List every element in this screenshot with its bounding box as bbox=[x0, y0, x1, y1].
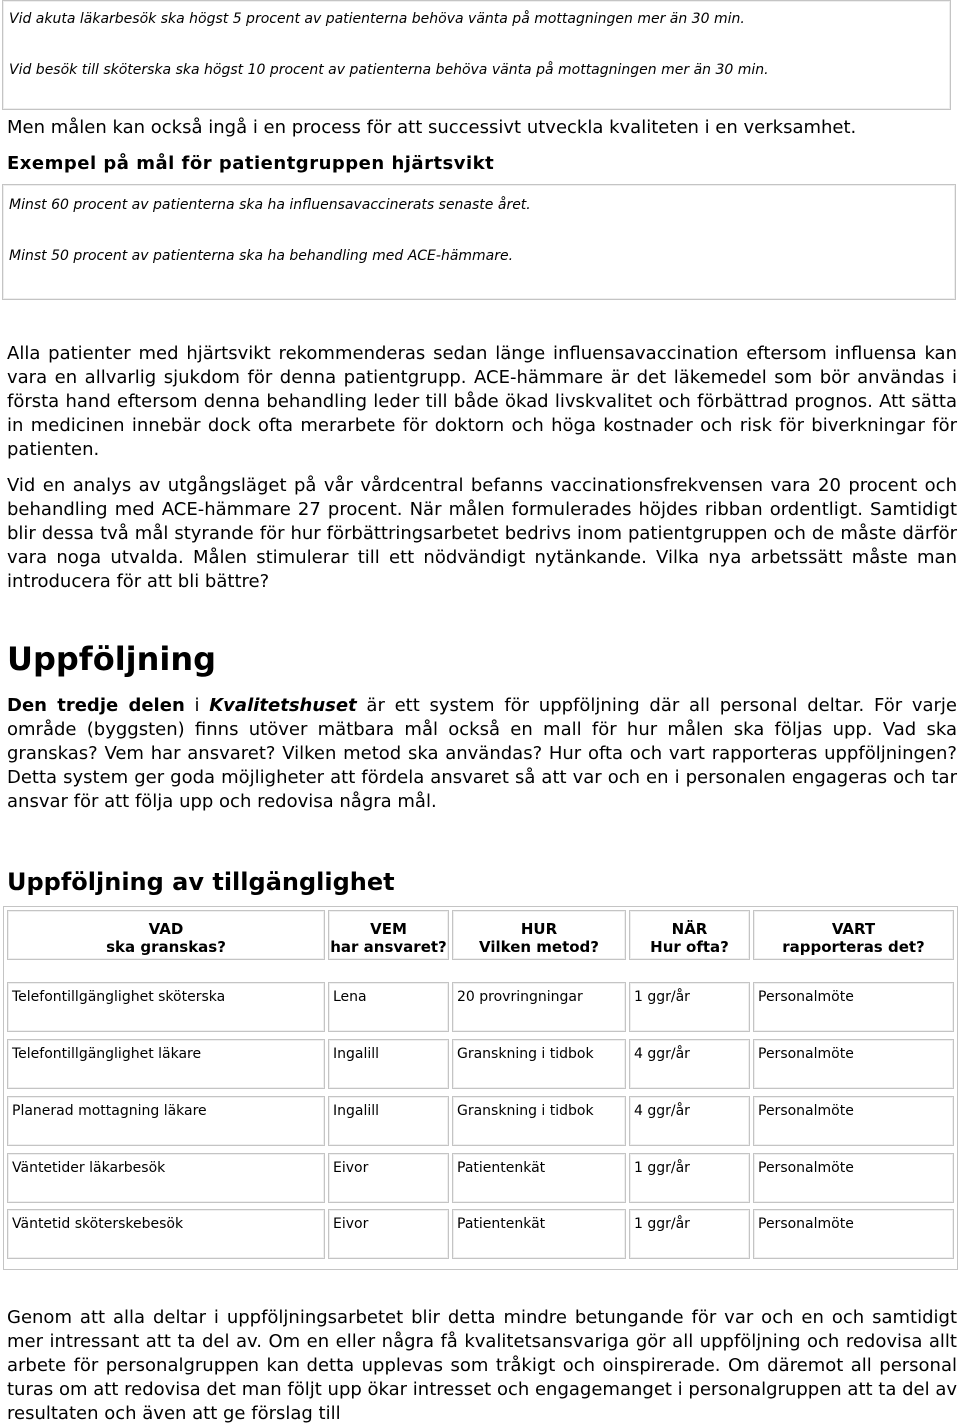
table-cell: 4 ggr/år bbox=[629, 1039, 750, 1089]
paragraph-rationale: Alla patienter med hjärtsvikt rekommenderas sedan länge influensavaccination eftersom influensa kan vara en allvarlig sjukdom för denna patientgrupp. ACE-hämmare är det läkemedel som bör användas i första hand eftersom denna behandling leder till både ökad livskvalitet och förbättrad prognos. Att sätta in medicinen innebär dock ofta merarbete för doktorn och höga kostnader och risk för biverkningar för patienten. bbox=[7, 343, 957, 460]
header-bottom: Hur ofta? bbox=[650, 938, 729, 956]
table-cell: Väntetider läkarbesök bbox=[7, 1153, 325, 1203]
waiting-time-goals-box bbox=[2, 0, 951, 110]
lead-mid: i bbox=[184, 695, 210, 716]
table-cell: Telefontillgänglighet sköterska bbox=[7, 982, 325, 1032]
table-cell: Eivor bbox=[328, 1209, 449, 1259]
table-cell: 20 provringningar bbox=[452, 982, 626, 1032]
table-cell: Lena bbox=[328, 982, 449, 1032]
lead-rest: är ett system för uppföljning där all personal deltar. För varje område (byggsten) finns utöver mätbara mål också en mall för hur målen ska följas upp. Vad ska granskas? Vem har ansvaret? Vilken metod ska användas? Hur ofta och vart rapporteras uppföljningen? Detta system ger goda möjligheter att fördela ansvaret så att var och en i personalen engageras och tar ansvar för att följa upp och redovisa några mål. bbox=[7, 695, 958, 812]
table-cell: Personalmöte bbox=[753, 1209, 954, 1259]
heart-failure-goals-box bbox=[2, 184, 956, 300]
intro-line: Men målen kan också ingå i en process för att successivt utveckla kvaliteten i en verksamhet. bbox=[7, 117, 857, 138]
table-cell: Ingalill bbox=[328, 1096, 449, 1146]
table-cell: Patientenkät bbox=[452, 1209, 626, 1259]
table-cell: Personalmöte bbox=[753, 1096, 954, 1146]
table-header-where bbox=[753, 910, 954, 960]
table-cell: Eivor bbox=[328, 1153, 449, 1203]
follow-up-table bbox=[3, 906, 958, 1270]
table-cell: Personalmöte bbox=[753, 1153, 954, 1203]
lead-brand: Kvalitetshuset bbox=[209, 695, 357, 716]
header-bottom: Vilken metod? bbox=[479, 938, 599, 956]
header-top: VART bbox=[831, 920, 876, 938]
goal-vaccination: Minst 60 procent av patienterna ska ha influensavaccinerats senaste året. bbox=[9, 197, 531, 213]
goal-ace-inhibitor: Minst 50 procent av patienterna ska ha behandling med ACE-hämmare. bbox=[9, 248, 514, 264]
header-top: HUR bbox=[520, 920, 558, 938]
table-header-how bbox=[452, 910, 626, 960]
table-cell: 1 ggr/år bbox=[629, 1209, 750, 1259]
header-bottom: ska granskas? bbox=[106, 938, 226, 956]
paragraph-participation: Genom att alla deltar i uppföljningsarbetet blir detta mindre betungande för var och en och samtidigt mer intressant att ta del av. Om en eller några få kvalitetsansvariga gör all uppföljning och redovisa allt arbete för personalgruppen kan detta upplevas som tråkigt och oinspirerade. Om däremot all personal turas om att redovisa det man följt upp ökar intresset och engagemanget i personalgruppen att ta del av resultaten och även att ge förslag till bbox=[7, 1307, 958, 1424]
table-cell: Patientenkät bbox=[452, 1153, 626, 1203]
table-cell: Personalmöte bbox=[753, 1039, 954, 1089]
paragraph-analysis: Vid en analys av utgångsläget på vår vårdcentral befanns vaccinationsfrekvensen vara 20 procent och behandling med ACE-hämmare 27 procent. När målen formulerades höjdes ribban ordentligt. Samtidigt blir dessa två mål styrande för hur förbättringsarbetet bedrivs inom patientgruppen och de måste därför vara noga utvalda. Målen stimulerar till ett nödvändigt nytänkande. Vilka nya arbetssätt måste man introducera för att bli bättre? bbox=[7, 475, 957, 592]
table-cell: 1 ggr/år bbox=[629, 982, 750, 1032]
header-bottom: har ansvaret? bbox=[330, 938, 447, 956]
table-cell: Granskning i tidbok bbox=[452, 1096, 626, 1146]
header-top: VAD bbox=[148, 920, 184, 938]
table-cell: Ingalill bbox=[328, 1039, 449, 1089]
table-header-what bbox=[7, 910, 325, 960]
table-cell: Telefontillgänglighet läkare bbox=[7, 1039, 325, 1089]
section-heading: Uppföljning bbox=[7, 640, 217, 678]
table-cell: Personalmöte bbox=[753, 982, 954, 1032]
table-header-when bbox=[629, 910, 750, 960]
table-cell: Planerad mottagning läkare bbox=[7, 1096, 325, 1146]
table-header-who bbox=[328, 910, 449, 960]
table-cell: Granskning i tidbok bbox=[452, 1039, 626, 1089]
header-top: VEM bbox=[370, 920, 407, 938]
lead-bold: Den tredje delen bbox=[7, 695, 185, 716]
table-cell: 1 ggr/år bbox=[629, 1153, 750, 1203]
table-cell: 4 ggr/år bbox=[629, 1096, 750, 1146]
table-cell: Väntetid sköterskebesök bbox=[7, 1209, 325, 1259]
goal-line-nurse: Vid besök till sköterska ska högst 10 procent av patienterna behöva vänta på mottagningen mer än 30 min. bbox=[9, 62, 769, 78]
example-heading: Exempel på mål för patientgruppen hjärtsvikt bbox=[7, 153, 495, 174]
paragraph-follow-up bbox=[7, 694, 957, 814]
table-heading: Uppföljning av tillgänglighet bbox=[7, 868, 395, 896]
header-bottom: rapporteras det? bbox=[782, 938, 925, 956]
header-top: NÄR bbox=[671, 920, 708, 938]
goal-line-doctor: Vid akuta läkarbesök ska högst 5 procent av patienterna behöva vänta på mottagningen mer än 30 min. bbox=[9, 11, 745, 27]
